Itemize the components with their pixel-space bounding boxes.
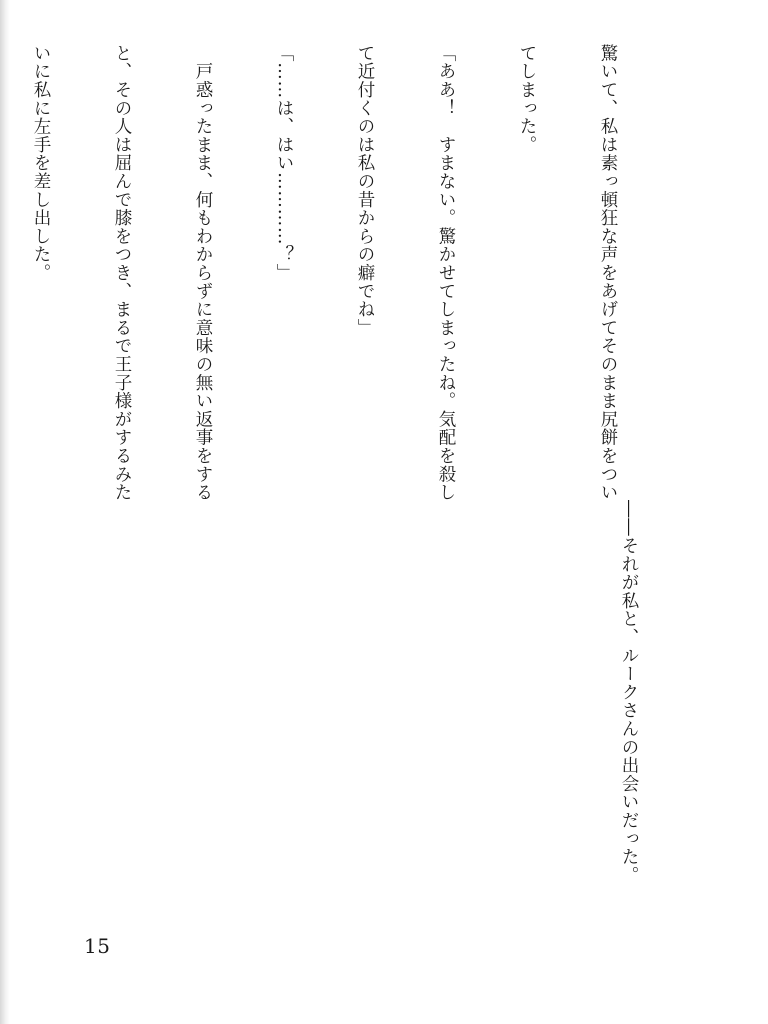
text-line: と、その人は屈んで膝をつき、まるで王子様がするみた: [112, 44, 132, 502]
text-line: 戸惑ったまま、何もわからずに意味の無い返事をする: [193, 44, 213, 502]
text-line: 「……は、はい…………？」: [274, 44, 294, 282]
closing-line: ――それが私と、ルークさんの出会いだった。: [619, 500, 639, 885]
vertical-body-text: [0, 44, 675, 654]
text-line: いに私に左手を差し出した。: [31, 44, 51, 282]
text-line: て近付くのは私の昔からの癖でね」: [355, 44, 375, 337]
text-line: てしまった。: [517, 44, 537, 154]
page-number: 15: [84, 934, 111, 958]
text-line: 驚いて、私は素っ頓狂な声をあげてそのまま尻餅をつい: [598, 44, 618, 502]
text-line: 「ああ！ すまない。驚かせてしまったね。気配を殺し: [436, 44, 456, 502]
